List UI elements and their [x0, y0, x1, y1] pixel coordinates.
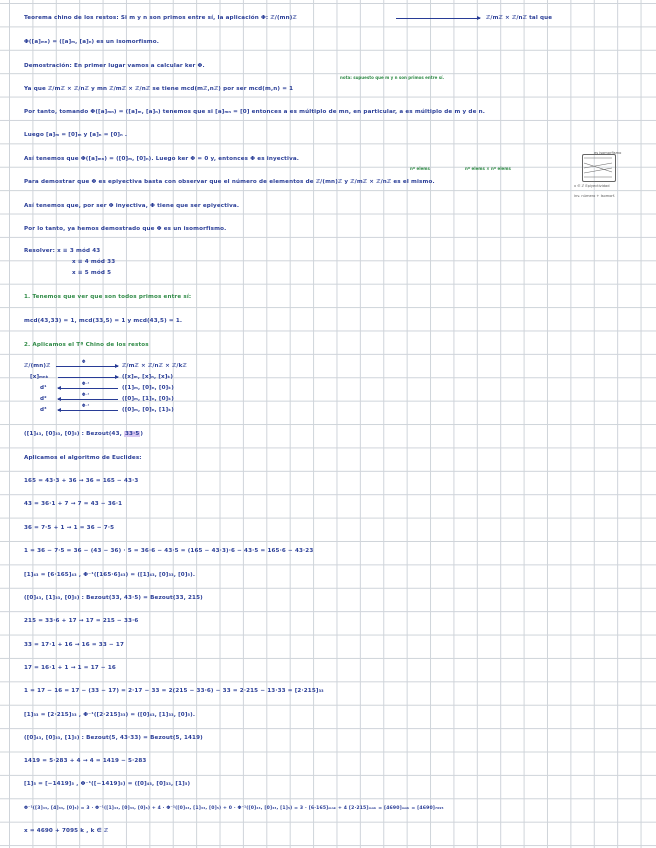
side-diagram	[574, 152, 636, 204]
map-phi-inv-label-3: Φ⁻¹	[82, 403, 90, 408]
euclid-2-step-2: 33 = 17·1 + 16 → 16 = 33 − 17	[24, 642, 124, 648]
proof-line-8: Para demostrar que Φ es epiyectiva basta con observar que el número de elementos de ℤ/(mn)ℤ y ℤ/mℤ × ℤ/nℤ es el mismo.	[24, 179, 435, 185]
euclid-back-sub-2: 1 = 17 − 16 = 17 − (33 − 17) = 2·17 − 33 = 2(215 − 33·6) − 33 = 2·215 − 13·33 = [2·215]₃₃	[24, 688, 324, 694]
euclid-step-3: 36 = 7·5 + 1 → 1 = 36 − 7·5	[24, 525, 115, 531]
map-row-5-left: d³	[40, 407, 47, 413]
map-row-4-left: d²	[40, 396, 47, 402]
map-arrow-5	[58, 410, 118, 411]
bezout-3: ([0]₄₃, [0]₃₃, [1]₅) : Bezout(5, 43·33) = Bezout(5, 1419)	[24, 735, 203, 741]
proof-line-7: Así tenemos que Φ([a]ₘₙ) = ([0]ₘ, [0]ₙ). Luego ker Φ = 0 y, entonces Φ es inyectiva.	[24, 156, 300, 162]
proof-line-10: Por lo tanto, ya hemos demostrado que Φ es un isomorfismo.	[24, 226, 227, 232]
euclid-3-step-1: 1419 = 5·283 + 4 → 4 = 1419 − 5·283	[24, 758, 147, 764]
map-arrow-2	[58, 377, 118, 378]
proof-intro: Demostración: En primer lugar vamos a calcular ker Φ.	[24, 63, 205, 69]
resolver-line-1: Resolver: x ≡ 3 mód 43	[24, 248, 101, 254]
map-arrow-3	[58, 388, 118, 389]
highlighted-term: 33·5	[124, 431, 140, 437]
final-combination: Φ⁻¹([3]₄₃, [4]₃₃, [0]₅) = 3 · Φ⁻¹([1]₄₃, [0]₃₃, [0]₅) + 4 · Φ⁻¹([0]₄₃, [1]₃₃, [0]₅) + 0 · Φ⁻¹([0]₄₃, [0]₃₃, [1]₅) = 3 · [6·165]ₘₙₖ + 4 [2·215]ₘₙₖ = [4690]ₘₙₖ = [4690]₇₀₉₅	[24, 806, 444, 811]
step-1-line: mcd(43,33) = 1, mcd(33,5) = 1 y mcd(43,5) = 1.	[24, 318, 183, 324]
step-1-heading: 1. Tenemos que ver que son todos primos entre sí:	[24, 294, 192, 300]
map-phi-inv-label-1: Φ⁻¹	[82, 381, 90, 386]
step-2-heading: 2. Aplicamos el Tª Chino de los restos	[24, 342, 149, 348]
euclid-intro: Aplicamos el algoritmo de Euclides:	[24, 455, 142, 461]
bezout-2: ([0]₄₃, [1]₃₃, [0]₅) : Bezout(33, 43·5) = Bezout(33, 215)	[24, 595, 203, 601]
euclid-back-sub-1: 1 = 36 − 7·5 = 36 − (43 − 36) · 5 = 36·6 − 43·5 = (165 − 43·3)·6 − 43·5 = 165·6 − 43·23	[24, 548, 314, 554]
green-note-b: nº elems × nº elems	[465, 166, 511, 171]
final-answer: x = 4690 + 7095 k , k ∈ ℤ	[24, 828, 109, 834]
result-1: [1]₄₃ = [6·165]₄₃ , Φ⁻¹([165·6]₄₃) = ([1]₄₃, [0]₃₃, [0]₅).	[24, 572, 196, 578]
euclid-2-step-1: 215 = 33·6 + 17 → 17 = 215 − 33·6	[24, 618, 139, 624]
map-row-2-right: ([x]ₘ, [x]ₙ, [x]ₖ)	[122, 374, 174, 380]
green-note-a: nº elems	[410, 166, 430, 171]
diagram-caption-c: inv. número + Isomorf.	[574, 194, 616, 198]
proof-line-5: Por tanto, tomando Φ([a]ₘₙ) = ([a]ₘ, [a]ₙ) tenemos que si [a]ₘₙ = [0] entonces a es múltiplo de mn, en particular, a es múltiplo de m y de n.	[24, 109, 486, 115]
map-phi-label: Φ	[82, 359, 86, 364]
proof-line-4: Ya que ℤ/mℤ × ℤ/nℤ y mn ℤ/mℤ × ℤ/nℤ se tiene mcd(mℤ,nℤ) por ser mcd(m,n) = 1	[24, 86, 294, 92]
margin-note: nota: supuesto que m y n son primos entre sí.	[340, 75, 444, 80]
diagram-caption-a: es isomorfismo	[594, 151, 622, 155]
map-row-3-left: d¹	[40, 385, 47, 391]
bezout-1-text: ([1]₄₃, [0]₃₃, [0]₅) : Bezout(43, 33·5)	[24, 431, 144, 437]
resolver-line-3: x ≡ 5 mód 5	[72, 270, 112, 276]
theorem-line-1	[24, 15, 297, 22]
map-row-1-left: ℤ/(mn)ℤ	[24, 363, 51, 369]
result-3: [1]₅ = [−1419]₅ , Φ⁻¹([−1419]₅) = ([0]₄₃, [0]₃₃, [1]₅)	[24, 781, 191, 787]
iso-arrow	[396, 18, 480, 19]
map-arrow-1	[56, 366, 118, 367]
resolver-line-2: x ≡ 4 mód 33	[72, 259, 116, 265]
map-arrow-4	[58, 399, 118, 400]
map-phi-inv-label-2: Φ⁻¹	[82, 392, 90, 397]
proof-line-9: Así tenemos que, por ser Φ inyectiva, Φ tiene que ser epiyectiva.	[24, 203, 240, 209]
map-row-2-left: [x]ₘₙₖ	[30, 374, 49, 380]
map-row-4-right: ([0]ₘ, [1]ₙ, [0]ₖ)	[122, 396, 174, 402]
theorem-line-1b: ℤ/mℤ × ℤ/nℤ tal que	[486, 15, 553, 21]
diagram-caption-b: x ∈ ℤ Epiyectividad	[574, 184, 610, 188]
result-2: [1]₃₃ = [2·215]₃₃ , Φ⁻¹([2·215]₃₃) = ([0]₄₃, [1]₃₃, [0]₅).	[24, 712, 196, 718]
map-row-5-right: ([0]ₘ, [0]ₙ, [1]ₖ)	[122, 407, 174, 413]
euclid-step-1: 165 = 43·3 + 36 → 36 = 165 − 43·3	[24, 478, 139, 484]
bezout-1	[24, 431, 143, 438]
theorem-line-2: Φ([a]ₘₙ) = ([a]ₘ, [a]ₙ) es un isomorfismo.	[24, 39, 160, 45]
euclid-step-2: 43 = 36·1 + 7 → 7 = 43 − 36·1	[24, 501, 123, 507]
proof-line-6: Luego [a]ₘ = [0]ₘ y [a]ₙ = [0]ₙ .	[24, 132, 128, 138]
map-row-1-right: ℤ/mℤ × ℤ/nℤ × ℤ/kℤ	[122, 363, 187, 369]
map-row-3-right: ([1]ₘ, [0]ₙ, [0]ₖ)	[122, 385, 174, 391]
euclid-2-step-3: 17 = 16·1 + 1 → 1 = 17 − 16	[24, 665, 116, 671]
theorem-text-a: Teorema chino de los restos: Si m y n son primos entre sí, la aplicación Φ: ℤ/(mn)ℤ	[24, 15, 297, 21]
